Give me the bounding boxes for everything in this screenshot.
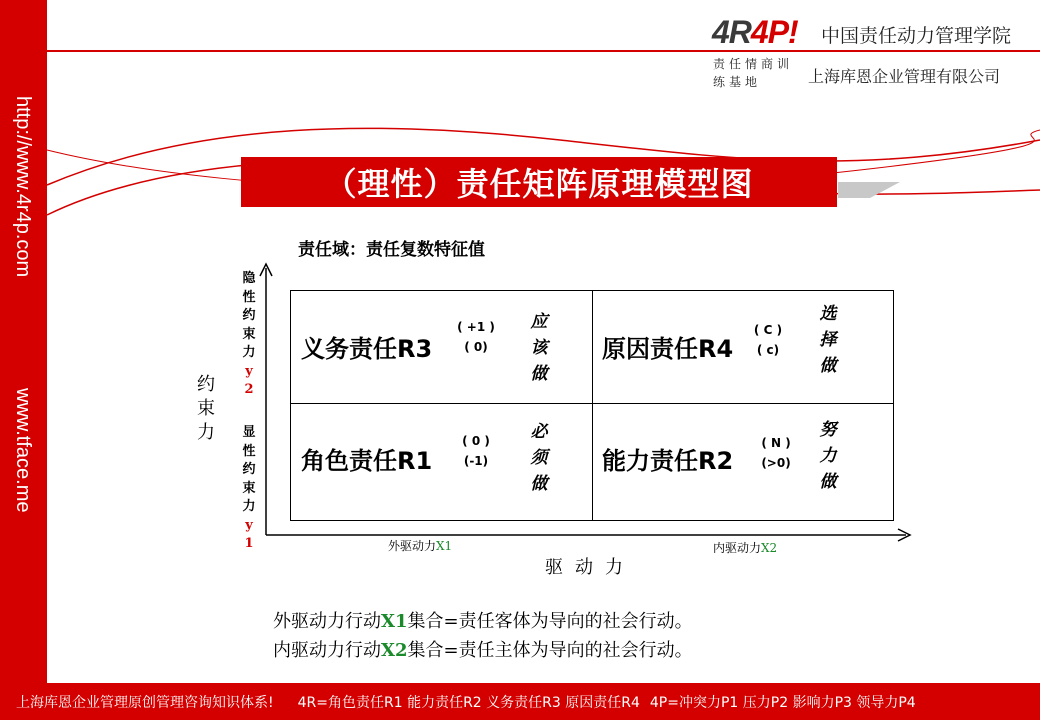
description-x2: 内驱动力行动X2集合=责任主体为导向的社会行动。 — [273, 640, 693, 661]
cell-code-r1: ( 0 ) (-1) — [462, 434, 490, 468]
x-axis-right-label: 内驱动力X2 — [713, 541, 778, 555]
y-axis-upper-label: 隐性约束力y2 — [242, 271, 256, 397]
domain-label: 责任域：责任复数特征值 — [298, 240, 485, 260]
sidebar-url-tface[interactable]: www.tface.me — [12, 388, 34, 513]
cell-action-r3: 应该做 — [530, 312, 548, 384]
brand-logo: 4R4P! — [712, 14, 798, 50]
y-axis-title: 约束力 — [197, 374, 215, 443]
x-axis-left-label: 外驱动力X1 — [388, 539, 453, 553]
college-name: 中国责任动力管理学院 — [821, 25, 1012, 47]
footer-4p-definition: 4P=冲突力P1 压力P2 影响力P3 领导力P4 — [649, 694, 916, 711]
cell-title-r4: 原因责任R4 — [602, 335, 734, 363]
cell-action-r4: 选择做 — [819, 304, 837, 376]
cell-action-r1: 必须做 — [530, 422, 548, 494]
cell-code-r4: ( C ) ( c) — [753, 323, 783, 357]
sidebar-url-4r4p[interactable]: http://www.4r4p.com — [12, 96, 34, 278]
y-axis-lower-label: 显性约束力y1 — [242, 425, 256, 551]
cell-title-r1: 角色责任R1 — [301, 447, 433, 475]
training-base-tag: 责任情商训练基地 — [713, 57, 794, 89]
cell-code-r3: ( +1 ) ( 0) — [457, 320, 495, 354]
page-title: （理性）责任矩阵原理模型图 — [241, 157, 837, 207]
x-axis-title: 驱动力 — [545, 557, 635, 578]
cell-title-r2: 能力责任R2 — [602, 447, 734, 475]
cell-code-r2: ( N ) (>0) — [761, 436, 791, 470]
matrix-divider-horizontal — [291, 403, 893, 404]
matrix-divider-vertical — [592, 291, 593, 520]
footer-4r-definition: 4R=角色责任R1 能力责任R2 义务责任R3 原因责任R4 — [297, 694, 640, 711]
description-x1: 外驱动力行动X1集合=责任客体为导向的社会行动。 — [273, 611, 693, 632]
footer-knowledge-system: 上海库恩企业管理原创管理咨询知识体系! — [16, 694, 274, 711]
responsibility-matrix — [290, 290, 894, 521]
company-name: 上海库恩企业管理有限公司 — [808, 67, 1001, 86]
cell-title-r3: 义务责任R3 — [301, 335, 433, 363]
footer-bar — [0, 683, 1040, 720]
cell-action-r2: 努力做 — [819, 420, 837, 492]
